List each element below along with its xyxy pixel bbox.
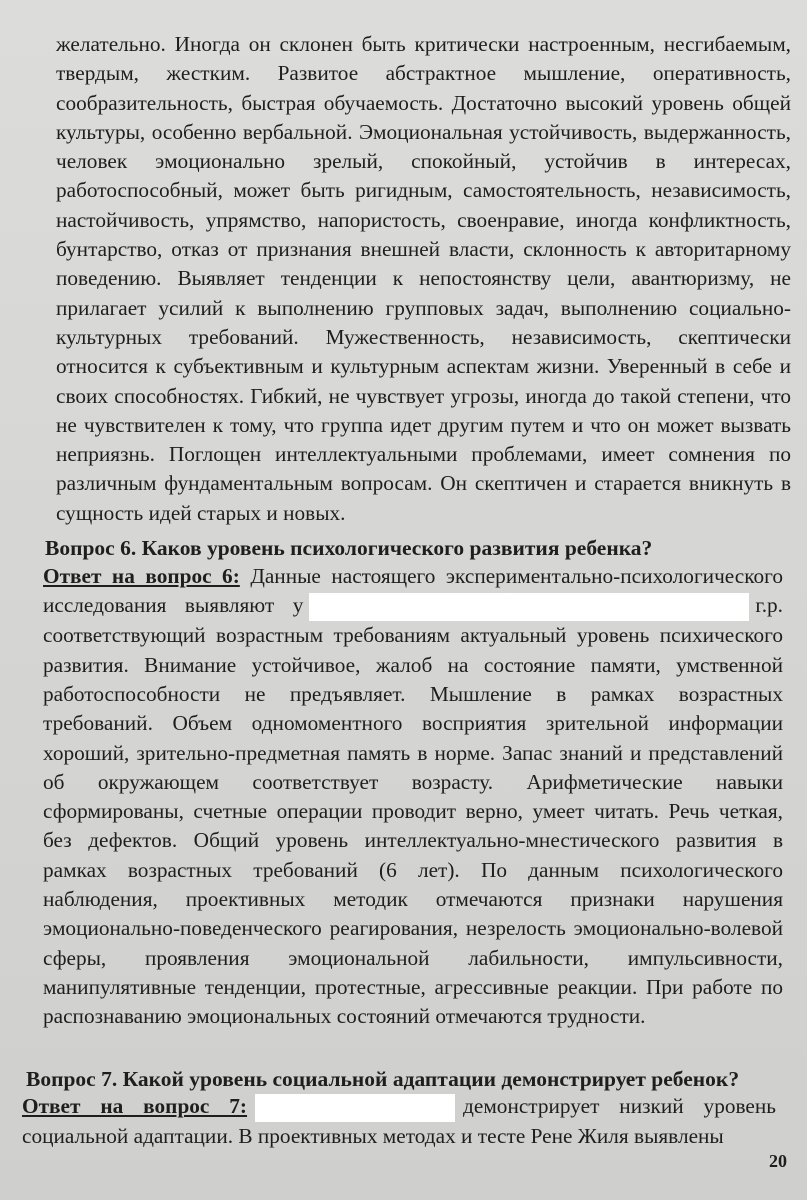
- answer-7-label: Ответ на вопрос 7:: [22, 1094, 248, 1118]
- answer-7-block: [22, 1092, 776, 1151]
- answer-6-intro: Данные настоящего экспериментально-психологического исследования выявляют у: [43, 564, 783, 618]
- paragraph-block: [56, 30, 791, 528]
- answer-7-body: демонстрирует низкий уровень социальной адаптации. В проективных методах и тесте Рене Жиля выявлены: [22, 1094, 776, 1149]
- question-7-title: Вопрос 7. Какой уровень социальной адаптации демонстрирует ребенок?: [26, 1067, 740, 1091]
- answer-6-label: Ответ на вопрос 6:: [43, 564, 240, 588]
- paragraph-text: желательно. Иногда он склонен быть критически настроенным, несгибаемым, твердым, жестким. Развитое абстрактное мышление, оперативность, сообразительность, быстрая обучаемость. Достаточно высокий уровень общей культуры, особенно вербальной. Эмоциональная устойчивость, выдержанность, человек эмоционально зрелый, спокойный, устойчив в интересах, работоспособный, может быть ригидным, самостоятельность, независимость, настойчивость, упрямство, напористость, своенравие, иногда конфликтность, бунтарство, отказ от признания внешней власти, склонность к авторитарному поведению. Выявляет тенденции к непостоянству цели, авантюризму, не прилагает усилий к выполнению групповых задач, выполнению социально-культурных требований. Мужественность, независимость, скептически относится к субъективным и культурным аспектам жизни. Уверенный в себе и своих способностях. Гибкий, не чувствует угрозы, иногда до такой степени, что не чувствителен к тому, что группа идет другим путем и что он может вызвать неприязнь. Поглощен интеллектуальными проблемами, имеет сомнения по различным фундаментальным вопросам. Он скептичен и старается вникнуть в сущность идей старых и новых.: [56, 32, 791, 525]
- redaction-box: [309, 593, 749, 621]
- redaction-box: [255, 1094, 455, 1122]
- answer-6-block: [43, 562, 783, 1032]
- answer-7-text: [22, 1092, 776, 1151]
- answer-6-body: г.р. соответствующий возрастным требованиям актуальный уровень психического развития. Внимание устойчивое, жалоб на состояние памяти, умственной работоспособности не предъявляет. Мышление в рамках возрастных требований. Объем одномоментного восприятия зрительной информации хороший, зрительно-предметная память в норме. Запас знаний и представлений об окружающем соответствует возрасту. Арифметические навыки сформированы, счетные операции проводит верно, умеет читать. Речь четкая, без дефектов. Общий уровень интеллектуально-мнестического развития в рамках возрастных требований (6 лет). По данным психологического наблюдения, проективных методик отмечаются признаки нарушения эмоционально-поведенческого реагирования, незрелость эмоционально-волевой сферы, проявления эмоциональной лабильности, импульсивности, манипулятивные тенденции, протестные, агрессивные реакции. При работе по распознаванию эмоциональных состояний отмечаются трудности.: [43, 593, 783, 1029]
- page-number: 20: [769, 1151, 787, 1171]
- answer-6-text: [43, 562, 783, 1032]
- question-6-title: Вопрос 6. Каков уровень психологического развития ребенка?: [45, 536, 653, 560]
